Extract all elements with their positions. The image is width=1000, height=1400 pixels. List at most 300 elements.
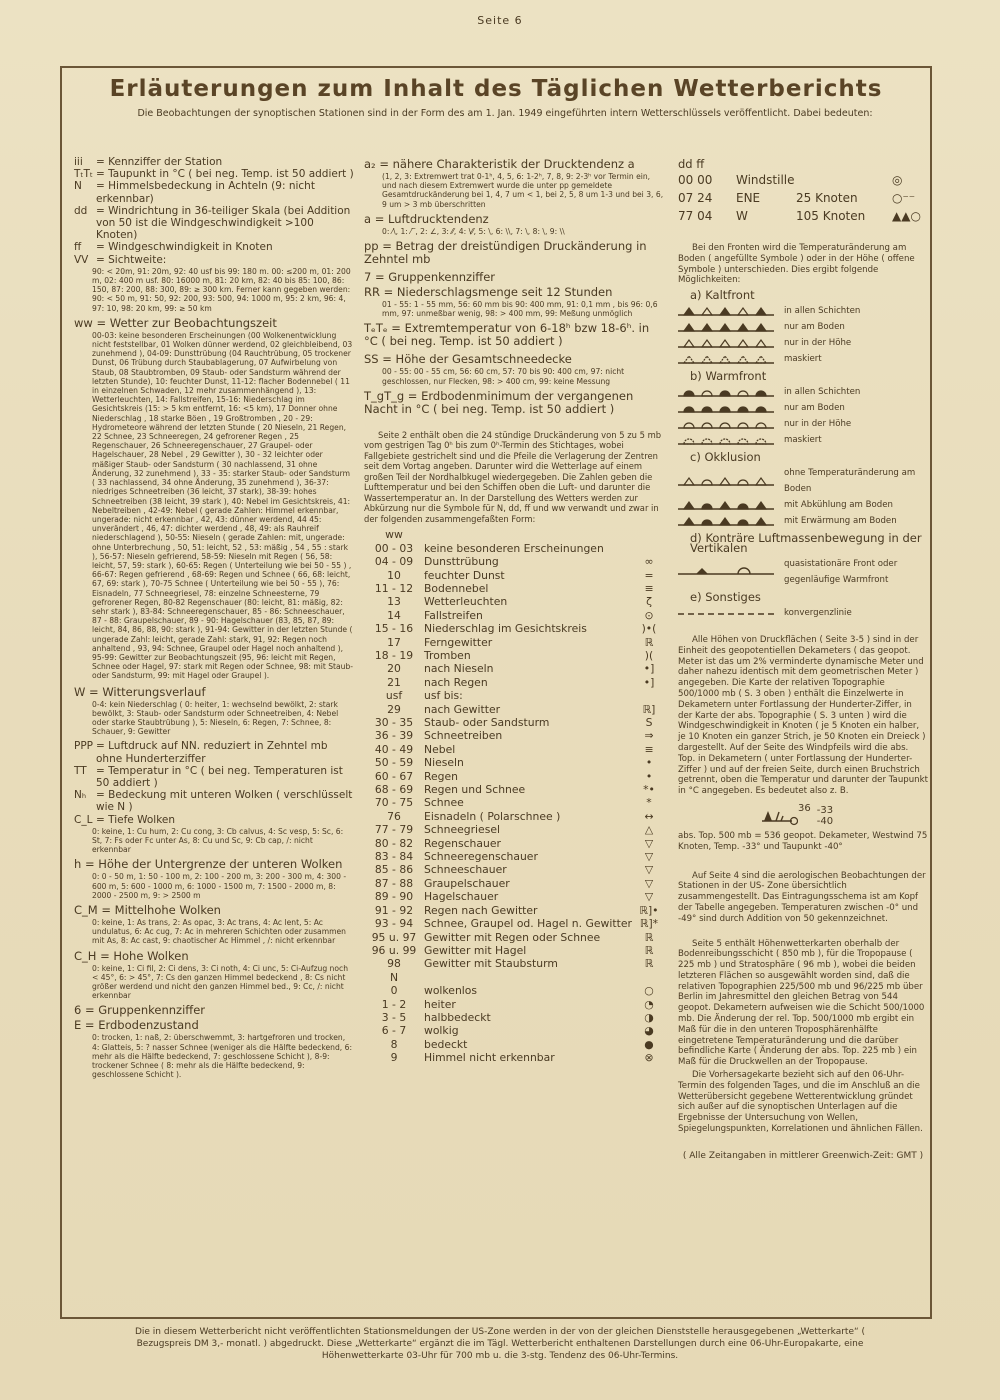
code-cell: 14 [387, 608, 401, 622]
code-cell: 95 u. 97 [371, 930, 417, 944]
definition-value: = Kennziffer der Station [96, 156, 223, 168]
desc-cell: nach Gewitter [424, 702, 501, 716]
definition-value: = Sichtweite: [96, 253, 167, 266]
code-cell: 18 - 19 [374, 648, 414, 662]
desc-cell: usf bis: [424, 689, 463, 703]
symbol-icon: ● [644, 1037, 654, 1051]
kontraer-heading: d) Konträre Luftmassenbewegung in der Vertikalen [690, 530, 922, 556]
page-number: Seite 6 [477, 14, 523, 27]
code-cell: 76 [387, 809, 401, 823]
dd-speed: 105 Knoten [796, 209, 866, 223]
definition-row [74, 765, 354, 789]
footer-note: Die in diesem Wetterbericht nicht veröffentlichten Stationsmeldungen der US-Zone werden in der von der gleichen Dienststelle herausgegebenen „Wetterkarte“ ( Bezugspreis DM 3,- monatl. ) abgedruckt. Diese „Wetterkarte“ ergänzt die im Tägl. Wetterbericht enthaltenen Darstellungen durch eine 06-Uhr-Europakarte, eine Höhenwetterkarte 03-Uhr für 700 mb u. die 3-stg. Tendenz des 06-Uhr-Termins. [134, 1327, 866, 1361]
code-row [364, 542, 664, 555]
code-cell: 00 - 03 [374, 541, 414, 555]
front-symbol-icon [678, 352, 774, 366]
definition-value: = Temperatur in °C ( bei neg. Temperaturen ist 50 addiert ) [96, 764, 343, 789]
definition-key: Nₕ [74, 789, 87, 802]
code-row [364, 944, 664, 957]
front-symbol-icon [678, 336, 774, 350]
symbol-icon: ⊙ [644, 608, 654, 622]
code-row [364, 850, 664, 863]
wind-symbol-icon: ○⁻⁻ [892, 191, 916, 205]
code-row [364, 890, 664, 903]
code-row [364, 1051, 664, 1064]
code-row [364, 931, 664, 944]
front-item-label: ohne Temperaturänderung am Boden [784, 467, 916, 494]
definition-row [74, 740, 354, 764]
a2-heading: a = Luftdrucktendenz [364, 211, 489, 226]
code-cell: 8 [390, 1037, 398, 1051]
desc-cell: Hagelschauer [424, 890, 499, 904]
vorhersage-text: Die Vorhersagekarte bezieht sich auf den 06-Uhr-Termin des folgenden Tages, und die im Anschluß an die Wetterübersicht gegebene Wetterentwicklung gründet sich außer auf die synoptischen Unterlagen auf die Ergebnisse der Untersuchung von Wellen, Spiegelungspunkten, Korrelationen und ähnlichen Fällen. [678, 1070, 923, 1135]
warmfront-list [678, 384, 928, 448]
desc-cell: wolkenlos [424, 984, 478, 998]
TgTg-def: T_gT_g = Erdbodenminimum der vergangenen Nacht in °C ( bei neg. Temp. ist 50 addiert ) [364, 388, 634, 416]
code-cell: 11 - 12 [374, 581, 414, 595]
symbol-icon: ∞ [644, 555, 654, 569]
symbol-icon: ↔ [644, 809, 654, 823]
code-row [364, 1024, 664, 1037]
code-cell: 36 - 39 [374, 729, 414, 743]
definition-row [74, 254, 354, 266]
desc-cell: Eisnadeln ( Polarschnee ) [424, 809, 561, 823]
dd-code: 07 24 [678, 191, 713, 205]
code-cell: 50 - 59 [374, 756, 414, 770]
code-cell: 1 - 2 [381, 997, 407, 1011]
N-table [364, 984, 664, 1064]
desc-cell: Regen [424, 769, 458, 783]
front-item [678, 465, 928, 497]
dd-heading: dd ff [678, 157, 705, 171]
symbol-icon: ⊗ [644, 1051, 654, 1065]
definition-key: iii [74, 156, 83, 168]
dd-speed [796, 171, 886, 189]
symbol-icon: S [645, 716, 653, 730]
wind-symbol-icon: ▲▲○ [892, 209, 921, 223]
code-cell: 85 - 86 [374, 863, 414, 877]
desc-cell: Tromben [424, 648, 471, 662]
front-item [678, 384, 928, 400]
front-item-d-label: quasistationäre Front oder gegenläufige Warmfront [784, 559, 898, 586]
RR-heading: RR = Niederschlagsmenge seit 12 Stunden [364, 285, 613, 300]
ww-table [364, 542, 664, 971]
code-cell: 15 - 16 [374, 622, 414, 636]
SS-heading: SS = Höhe der Gesamtschneedecke [364, 352, 572, 367]
code-row [364, 582, 664, 595]
code-row [364, 676, 664, 689]
symbol-icon: = [644, 568, 654, 582]
definition-value: = Windgeschwindigkeit in Knoten [96, 241, 273, 254]
group-6: 6 = Gruppenkennziffer [74, 1003, 206, 1018]
code-cell: 0 [390, 984, 398, 998]
code-cell: 29 [387, 702, 401, 716]
code-cell: 9 [390, 1051, 398, 1065]
code-cell: 98 [387, 957, 401, 971]
dd-speed: 25 Knoten [796, 191, 858, 205]
code-cell: 21 [387, 675, 401, 689]
code-row [364, 743, 664, 756]
definition-value: = Tiefe Wolken [96, 813, 176, 826]
symbol-icon: • [645, 769, 653, 783]
front-item [678, 303, 928, 319]
definition-value: = Taupunkt in °C ( bei neg. Temp. ist 50 addiert ) [96, 168, 354, 181]
definition-key: dd [74, 204, 88, 217]
E-heading: E = Erdbodenzustand [74, 1018, 199, 1033]
a2-text: 0: ⁄\, 1: ⁄‾, 2: ∠, 3: ⁄⁄, 4: \⁄⁄, 5: \, 6: \\, 7: \, 8: \, 9: \\ [382, 226, 565, 236]
code-row [364, 609, 664, 622]
symbol-icon: △ [644, 823, 654, 837]
wind-barb-icon [758, 805, 798, 827]
desc-cell: heiter [424, 997, 456, 1011]
code-cell: 80 - 82 [374, 836, 414, 850]
code-cell: 70 - 75 [374, 796, 414, 810]
desc-cell: Schneegriesel [424, 823, 500, 837]
dd-code: 77 04 [678, 209, 713, 223]
W-heading: W = Witterungsverlauf [74, 684, 206, 699]
front-item-label: in allen Schichten [784, 305, 861, 316]
desc-cell: Graupelschauer [424, 876, 510, 890]
symbol-icon: ◑ [644, 1010, 654, 1024]
SS-text: 00 - 55: 00 - 55 cm, 56: 60 cm, 57: 70 bis 90: 400 cm, 97: nicht geschlossen, nur Flecken, 98: > 400 cm, 99: keine Messung [382, 367, 625, 386]
front-line-icon [678, 565, 774, 579]
TeTe-def: TₑTₑ = Extremtemperatur von 6-18ʰ bzw 18-6ʰ. in °C ( bei neg. Temp. ist 50 addiert ) [364, 321, 650, 349]
code-cell: 93 - 94 [374, 917, 414, 931]
group-7: 7 = Gruppenkennziffer [364, 270, 496, 285]
code-cell: 77 - 79 [374, 823, 414, 837]
symbol-icon: ◔ [644, 997, 654, 1011]
front-symbol-icon [678, 417, 774, 431]
subtitle: Die Beobachtungen der synoptischen Stationen sind in der Form des am 1. Jan. 1949 eingeführten intern Wetterschlüssels veröffentlicht. Dabei bedeuten: [137, 108, 873, 119]
desc-cell: Staub- oder Sandsturm [424, 716, 550, 730]
desc-cell: Schneeregenschauer [424, 850, 538, 864]
a-text: (1, 2, 3: Extremwert trat 0-1ʰ, 4, 5, 6: 1-2ʰ, 7, 8, 9: 2-3ʰ vor Termin ein, und nach diesem Extremwert wurde die unter pp gemeldete Gesamtdruckänderung bei 1, 4, 7 um < 1, bei 2, 5, 8 um 1-3 und bei 3, 6, 9 um > 3 mb überschritten [382, 172, 664, 209]
symbol-icon: ◕ [644, 1024, 654, 1038]
code-row [364, 716, 664, 729]
dd-table [678, 171, 928, 225]
front-item-label: in allen Schichten [784, 386, 861, 397]
warmfront-heading: b) Warmfront [690, 368, 767, 383]
desc-cell: Nieseln [424, 756, 464, 770]
definition-key: C_L [74, 813, 93, 826]
code-row [364, 984, 664, 997]
definition-row [74, 168, 354, 180]
symbol-icon: ≡ [644, 742, 654, 756]
front-item-e-label: konvergenzlinie [784, 607, 852, 618]
symbol-icon: )( [644, 648, 654, 662]
time-note: ( Alle Zeitangaben in mittlerer Greenwich-Zeit: GMT ) [682, 1150, 924, 1161]
desc-cell: feuchter Dunst [424, 568, 505, 582]
CH-heading: C_H = Hohe Wolken [74, 948, 189, 963]
desc-cell: keine besonderen Erscheinungen [424, 541, 604, 555]
example-text: abs. Top. 500 mb = 536 geopot. Dekameter, Westwind 75 Knoten, Temp. -33° und Taupunkt -40° [678, 830, 928, 852]
definition-value: = Windrichtung in 36-teiliger Skala (bei Addition von 50 ist die Windgeschwindigkeit >100 Knoten) [96, 204, 351, 242]
code-cell: 68 - 69 [374, 783, 414, 797]
code-row [364, 877, 664, 890]
code-row [364, 662, 664, 675]
ww-text: 00-03: keine besonderen Erscheinungen (00 Wolkenentwicklung nicht feststellbar, 01 Wolken dünner werdend, 02 gleichbleibend, 03 zunehmend ), 04-09: Dunsttrübung (04 Rauchtrübung, 05 trockener Dunst, 06 Trübung durch Staubablagerung, 07 Aufwirbelung von Staub, 08 Staubtromben, 09 Staub- oder Sandsturm während der letzten Stunde), 10: feuchter Dunst, 11-12: flacher Bodennebel ( 11 in einzelnen Schwaden, 12 mehr zusammenhängend ), 13: Wetterleuchten, 14: Fallstreifen, 15-16: Niederschlag im Gesichtskreis (15: > 5 km entfernt, 16: <5 km), 17 Donner ohne Niederschlag , 18 starke Böen , 19 Großtromben , 20 - 29: Hydrometeore während der letzten Stunde ( 20 Nieseln, 21 Regen, 22 Schnee, 23 Schneeregen, 24 gefrorener Regen , 25 Regenschauer, 26 Schneeregenschauer, 27 Graupel- oder Hagelschauer, 28 Nebel , 29 Gewitter ), 30 - 32 leichter oder mäßiger Staub- oder Sandsturm ( 30 nachlassend, 31 ohne Änderung, 32 zunehmend ), 33 - 35: starker Staub- oder Sandsturm ( 33 nachlassend, 34 ohne Änderung, 35 zunehmend ), 36-37: niedriges Schneetreiben (36 leicht, 37 stark), 38-39: hohes Schneetreiben (38 leicht, 39 stark ), 40: Nebel im Gesichtskreis, 41: Nebeltreiben , 42-49: Nebel ( gerade Zahlen: Himmel erkennbar, ungerade: nicht erkennbar , 42, 43: dünner werdend, 44 45: unverändert , 46, 47: dichter werdend , 48, 49: als Rauhreif niederschlagend ), 50-55: Nieseln ( gerade Zahlen: mit, ungerade: ohne Unterbrechung , 50, 51: leicht, 52 , 53: mäßig , 54 , 55 : stark ), 56-57: Nieseln gefrierend, 58-59: Nieseln mit Regen ( 56, 58: leicht, 57, 59: stark ), 60-65: Regen ( Unterteilung wie bei 50 - 55 ) , 66-67: Regen gefrierend , 68-69: Regen und Schnee ( 66, 68: leicht, 67, 69: stark ), 70-75 Schnee ( Unterteilung wie bei 50 - 55 ), 76: Eisnadeln, 77 Schneegriesel, 78: einzelne Schneesterne, 79 gefrorener Regen, 80-82 Regenschauer (80: leicht, 81: mäßig, 82: sehr stark ), 83-84: Schneeregenschauer, 85 - 86: Schneeschauer, 87 - 88: Graupelschauer, 89 - 90: Hagelschauer (83, 85, 87, 89: leicht, 84, 86, 88, 90: stark ), 91-94: Gewitter in der letzten Stunde ( ungerade Zahl: leicht, gerade Zahl: stark, 91, 92: Regen noch anhaltend , 93, 94: Schnee, Graupel oder Hagel noch anhaltend ), 95-99: Gewitter zur Beobachtungszeit (95, 96: leicht mit Regen, Schnee oder Hagel, 97: stark mit Regen oder Schnee, 98: mit Staub- oder Sandsturm, 99: mit Hagel oder Graupel ). [92, 330, 354, 681]
desc-cell: Gewitter mit Staubsturm [424, 957, 558, 971]
code-row [364, 904, 664, 917]
CM-text: 0: keine, 1: As trans, 2: As opac, 3: Ac trans, 4: Ac lent, 5: Ac undulatus, 6: Ac cug, 7: Ac in mehreren Schichten oder zusammen mit As, 8: Ac cast, 9: chaotischer Ac Himmel , /: nicht erkennbar [92, 918, 346, 946]
front-item-label: mit Abkühlung am Boden [784, 499, 893, 510]
code-cell: 83 - 84 [374, 850, 414, 864]
code-row [364, 622, 664, 635]
symbol-icon: ℝ [644, 930, 654, 944]
symbol-icon: ℝ [644, 957, 654, 971]
code-row [364, 957, 664, 970]
seite4-text: Auf Seite 4 sind die aerologischen Beobachtungen der Stationen in der US- Zone übersichtlich zusammengestellt. Das Eintragungsschema ist am Kopf der Tabelle angegeben. Temperaturen zwischen -0° und -49° sind durch Addition von 50 gekennzeichnet. [678, 870, 926, 924]
definition-key: TT [74, 764, 87, 777]
code-cell: 30 - 35 [374, 716, 414, 730]
front-symbol-icon [678, 474, 774, 488]
front-item-label: maskiert [784, 353, 822, 364]
CL-text: 0: keine, 1: Cu hum, 2: Cu cong, 3: Cb calvus, 4: Sc vesp, 5: Sc, 6: St, 7: Fs oder Fc unter As, 8: Cu und Sc, 9: Cb cap, /: nicht erkennbar [92, 826, 344, 855]
okklusion-heading: c) Okklusion [690, 449, 761, 464]
dd-row [678, 171, 928, 189]
desc-cell: Schnee, Graupel od. Hagel n. Gewitter [424, 917, 632, 931]
definition-row [74, 156, 354, 168]
desc-cell: Bodennebel [424, 581, 489, 595]
ww-heading: ww = Wetter zur Beobachtungszeit [74, 315, 277, 330]
front-item [678, 319, 928, 335]
definition-row [74, 205, 354, 242]
W-text: 0-4: kein Niederschlag ( 0: heiter, 1: wechselnd bewölkt, 2: stark bewölkt, 3: Staub- oder Sandsturm oder Schneetreiben, 4: Nebel oder starke Staubtrübung ), 5: Nieseln, 6: Regen, 7: Schnee, 8: Schauer, 9: Gewitter [92, 699, 339, 737]
code-cell: 13 [387, 595, 401, 609]
vv-text: 90: < 20m, 91: 20m, 92: 40 usf bis 99: 180 m. 00: ≤200 m, 01: 200 m, 02: 400 m usf. 80: 16000 m, 81: 20 km, 82: 40 bis 85: 100, 86: 150, 87: 200, 88: 300, 89: ≥ 300 km. Ferner kann gegeben werden: 90: < 50 m, 91: 50, 92: 200, 93: 500, 94: 1000 m, 95: 2 km, 96: 4, 97: 10, 98: 20 km, 99: ≥ 50 km [92, 266, 351, 313]
symbol-icon: • [645, 756, 653, 770]
h-heading: h = Höhe der Untergrenze der unteren Wolken [74, 857, 343, 872]
code-row [364, 770, 664, 783]
desc-cell: Niederschlag im Gesichtskreis [424, 622, 587, 636]
desc-cell: Gewitter mit Regen oder Schnee [424, 930, 601, 944]
definition-key: PPP [74, 740, 93, 753]
symbol-icon: ▽ [644, 836, 654, 850]
front-item [678, 416, 928, 432]
code-row [364, 1011, 664, 1024]
code-cell: 60 - 67 [374, 769, 414, 783]
station-example [758, 802, 928, 827]
code-cell: 17 [387, 635, 401, 649]
code-cell: 87 - 88 [374, 876, 414, 890]
dashed-line-icon [678, 606, 774, 620]
desc-cell: Himmel nicht erkennbar [424, 1051, 555, 1065]
symbol-icon [634, 689, 664, 702]
page-title: Erläuterungen zum Inhalt des Täglichen Wetterberichts [109, 76, 883, 102]
dd-code: 00 00 [678, 173, 713, 187]
code-cell: 6 - 7 [381, 1024, 407, 1038]
kaltfront-heading: a) Kaltfront [690, 288, 755, 303]
definition-key: TₜTₜ [74, 168, 94, 181]
symbol-icon: * [646, 796, 652, 810]
h-text: 0: 0 - 50 m, 1: 50 - 100 m, 2: 100 - 200 m, 3: 200 - 300 m, 4: 300 - 600 m, 5: 600 - 1000 m, 6: 1000 - 1500 m, 7: 1500 - 2000 m, 8: 2000 - 2500 m, 9: > 2500 m [92, 872, 347, 900]
front-item-label: nur am Boden [784, 402, 845, 413]
desc-cell: nach Nieseln [424, 662, 494, 676]
front-item [678, 432, 928, 448]
code-row [364, 823, 664, 836]
code-cell: 96 u. 99 [371, 943, 417, 957]
front-item [678, 497, 928, 513]
symbol-icon: ≡ [644, 581, 654, 595]
definition-value: = Himmelsbedeckung in Achteln (9: nicht erkennbar) [96, 180, 315, 205]
ww-label: ww [385, 528, 403, 542]
wind-symbol-icon: ◎ [892, 173, 903, 187]
code-cell: usf [385, 689, 403, 703]
column-left [74, 156, 354, 1083]
dd-direction: W [736, 209, 748, 223]
seite5-text: Seite 5 enthält Höhenwetterkarten oberhalb der Bodenreibungsschicht ( 850 mb ), für die Tropopause ( 225 mb ) und Stratosphäre ( 96 mb ), wobei die beiden letzteren Flächen so ausgewählt worden sind, daß die relativen Topographien 225/500 mb und 96/225 mb über Berlin im Jahresmittel den gleichen Betrag von 544 geopot. Dekametern aufweisen wie die Schicht 500/1000 mb. Die Änderung der rel. Top. 500/1000 mb ergibt ein Maß für die in den unteren Troposphärenhälfte eingetretene Temperaturänderung und die darüber befindliche Karte ( Änderung der abs. Top. 225 mb ) ein Maß für die Druckwellen an der Tropopause. [678, 938, 925, 1068]
column-right [678, 156, 928, 1162]
desc-cell: Dunsttrübung [424, 555, 499, 569]
front-item [678, 513, 928, 529]
front-symbol-icon [678, 498, 774, 512]
desc-cell: Ferngewitter [424, 635, 493, 649]
code-row [364, 729, 664, 742]
code-row [364, 998, 664, 1011]
code-row [364, 1038, 664, 1051]
kaltfront-list [678, 303, 928, 367]
code-cell: 40 - 49 [374, 742, 414, 756]
N-label-row [364, 971, 664, 984]
symbol-icon: ▽ [644, 863, 654, 877]
symbol-icon: ⇒ [644, 729, 654, 743]
desc-cell: Schneetreiben [424, 729, 503, 743]
front-item-label: nur in der Höhe [784, 337, 852, 348]
code-cell: 10 [387, 568, 401, 582]
code-row [364, 783, 664, 796]
symbol-icon: ℝ]* [639, 917, 659, 931]
desc-cell: Regenschauer [424, 836, 501, 850]
front-symbol-icon [678, 433, 774, 447]
code-row [364, 863, 664, 876]
symbol-icon: ℝ]• [639, 903, 659, 917]
CM-heading: C_M = Mittelhohe Wolken [74, 903, 221, 918]
dd-direction: Windstille [736, 173, 795, 187]
dd-row [678, 189, 928, 207]
front-symbol-icon [678, 401, 774, 415]
desc-cell: wolkig [424, 1024, 459, 1038]
symbol-icon: •] [643, 675, 655, 689]
seite2-text: Seite 2 enthält oben die 24 stündige Druckänderung von 5 zu 5 mb vom gestrigen Tag 0ʰ bis zum 0ʰ-Termin des Stichtages, wobei Fallgebiete gestrichelt sind und die Pfeile die Verlagerung der Zentren seit dem Vortag angeben. Darunter wird die Wetterlage auf einem großen Teil der Nordhalbkugel wiedergegeben. Die Zahlen geben die Lufttemperatur und bei den Schiffen oben die Luft- und darunter die Wassertemperatur an. In der Darstellung des Wetters werden zur Abkürzung nur die Symbole für N, dd, ff und ww verwandt und zwar in der folgenden zusammengefaßten Form: [364, 429, 662, 524]
desc-cell: Wetterleuchten [424, 595, 508, 609]
desc-cell: Schneeschauer [424, 863, 507, 877]
front-symbol-icon [678, 385, 774, 399]
E-text: 0: trocken, 1: naß, 2: überschwemmt, 3: hartgefroren und trocken, 4: Glatteis, 5: ? nasser Schnee (weniger als die Hälfte bedeckend, 6: mehr als die Hälfte bedeckend, 7: geschlossene Schicht ), 8-9: trockener Schnee ( 8: mehr als die Hälfte bedeckend, 9: geschlossene Schicht ). [92, 1033, 353, 1080]
desc-cell: Schnee [424, 796, 464, 810]
symbol-icon: ζ [646, 595, 652, 609]
symbol-icon [634, 542, 664, 555]
definition-row [74, 814, 354, 826]
dd-direction: ENE [736, 191, 761, 205]
example-dew: -40 [816, 815, 834, 827]
definition-row [74, 789, 354, 813]
definitions-list-2 [74, 740, 354, 825]
definition-row [74, 241, 354, 253]
sonstiges-heading: e) Sonstiges [690, 590, 761, 605]
code-row [364, 703, 664, 716]
code-cell: 04 - 09 [374, 555, 414, 569]
code-cell: 3 - 5 [381, 1010, 407, 1024]
front-item-label: maskiert [784, 434, 822, 445]
code-row [364, 649, 664, 662]
column-middle [364, 156, 664, 1065]
example-top: 36 [798, 802, 811, 814]
code-cell: 91 - 92 [374, 903, 414, 917]
code-cell: 89 - 90 [374, 890, 414, 904]
symbol-icon: ▽ [644, 850, 654, 864]
desc-cell: bedeckt [424, 1037, 468, 1051]
front-item-label: nur in der Höhe [784, 418, 852, 429]
front-symbol-icon [678, 514, 774, 528]
front-symbol-icon [678, 320, 774, 334]
symbol-icon: ℝ] [642, 702, 656, 716]
front-item [678, 351, 928, 367]
symbol-icon: •] [643, 662, 655, 676]
desc-cell: halbbedeckt [424, 1010, 491, 1024]
symbol-icon: ℝ [644, 635, 654, 649]
ww-label-row [364, 528, 664, 541]
desc-cell: nach Regen [424, 675, 488, 689]
example-temp: -33 [816, 804, 834, 816]
definitions-list [74, 156, 354, 266]
code-cell: 20 [387, 662, 401, 676]
N-label: N [389, 970, 399, 984]
symbol-icon: )•( [641, 622, 657, 636]
code-row [364, 595, 664, 608]
fronts-intro: Bei den Fronten wird die Temperaturänderung am Boden ( angefüllte Symbole ) oder in der Höhe ( offene Symbole ) unterschieden. Dies ergibt folgende Möglichkeiten: [678, 243, 915, 286]
symbol-icon: ○ [644, 984, 654, 998]
definition-key: N [74, 180, 82, 193]
front-item-e [678, 605, 928, 621]
pp-def: pp = Betrag der dreistündigen Druckänderung in Zehntel mb [364, 239, 647, 267]
heights-text: Alle Höhen von Druckflächen ( Seite 3-5 ) sind in der Einheit des geopotentiellen Dekameters ( das geopot. Meter ist das um 2% verminderte dynamische Meter und daher nahezu identisch mit dem geometrischen Meter ) angegeben. Die Karte der relativen Topographie 500/1000 mb ( S. 3 oben ) enthält die Einzelwerte in Dekametern unter Fortlassung der Hunderter-Ziffer, in der Karte der abs. Topographie ( S. 3 unten ) wird die Windgeschwindigkeit in Knoten ( je 5 Knoten ein halber, je 10 Knoten ein ganzer Strich, je 50 Knoten ein Dreieck ) dargestellt. Auf der Seite des Windpfeils wird die abs. Top. in Dekametern ( unter Fortlassung der Hunderter-Ziffer ) und auf der freien Seite, durch einen Bruchstrich getrennt, oben die Temperatur und darunter der Taupunkt in °C angegeben. Es bedeutet also z. B. [678, 634, 928, 797]
example-fraction [817, 805, 833, 827]
definition-value: = Bedeckung mit unteren Wolken ( verschlüsselt wie N ) [96, 789, 353, 814]
dd-row [678, 207, 928, 225]
definition-key: VV [74, 253, 89, 266]
code-row [364, 569, 664, 582]
symbol-icon: ▽ [644, 890, 654, 904]
CH-text: 0: keine, 1: Ci fil, 2: Ci dens, 3: Ci noth, 4: Ci unc, 5: Ci-Aufzug noch < 45°, 6: > 45°, 7: Cs den ganzen Himmel bedeckend , 8: Cs nicht größer werdend und nicht den ganzen Himmel bed., 9: Cc, /: nicht erkennbar [92, 963, 349, 1001]
front-symbol-icon [678, 304, 774, 318]
front-item-label: nur am Boden [784, 321, 845, 332]
a-heading: a₂ = nähere Charakteristik der Drucktendenz a [364, 157, 635, 171]
symbol-icon: ℝ [644, 943, 654, 957]
code-row [364, 810, 664, 823]
code-row [364, 689, 664, 702]
code-row [364, 555, 664, 568]
front-item-d [678, 556, 928, 588]
code-row [364, 917, 664, 930]
desc-cell: Regen nach Gewitter [424, 903, 538, 917]
code-row [364, 756, 664, 769]
RR-text: 01 - 55: 1 - 55 mm, 56: 60 mm bis 90: 400 mm, 91: 0,1 mm , bis 96: 0,6 mm, 97: unmeßbar wenig, 98: > 400 mm, 99: Meßung unmöglich [382, 300, 658, 319]
desc-cell: Fallstreifen [424, 608, 483, 622]
code-row [364, 796, 664, 809]
definition-value: = Luftdruck auf NN. reduziert in Zehntel mb ohne Hunderterziffer [96, 740, 328, 765]
okklusion-list [678, 465, 928, 529]
desc-cell: Regen und Schnee [424, 783, 526, 797]
symbol-icon: ▽ [644, 876, 654, 890]
code-row [364, 636, 664, 649]
definition-key: ff [74, 241, 82, 254]
front-item [678, 335, 928, 351]
front-item-label: mit Erwärmung am Boden [784, 515, 897, 526]
definition-row [74, 180, 354, 204]
desc-cell: Gewitter mit Hagel [424, 943, 527, 957]
symbol-icon: *• [643, 783, 655, 797]
desc-cell: Nebel [424, 742, 456, 756]
